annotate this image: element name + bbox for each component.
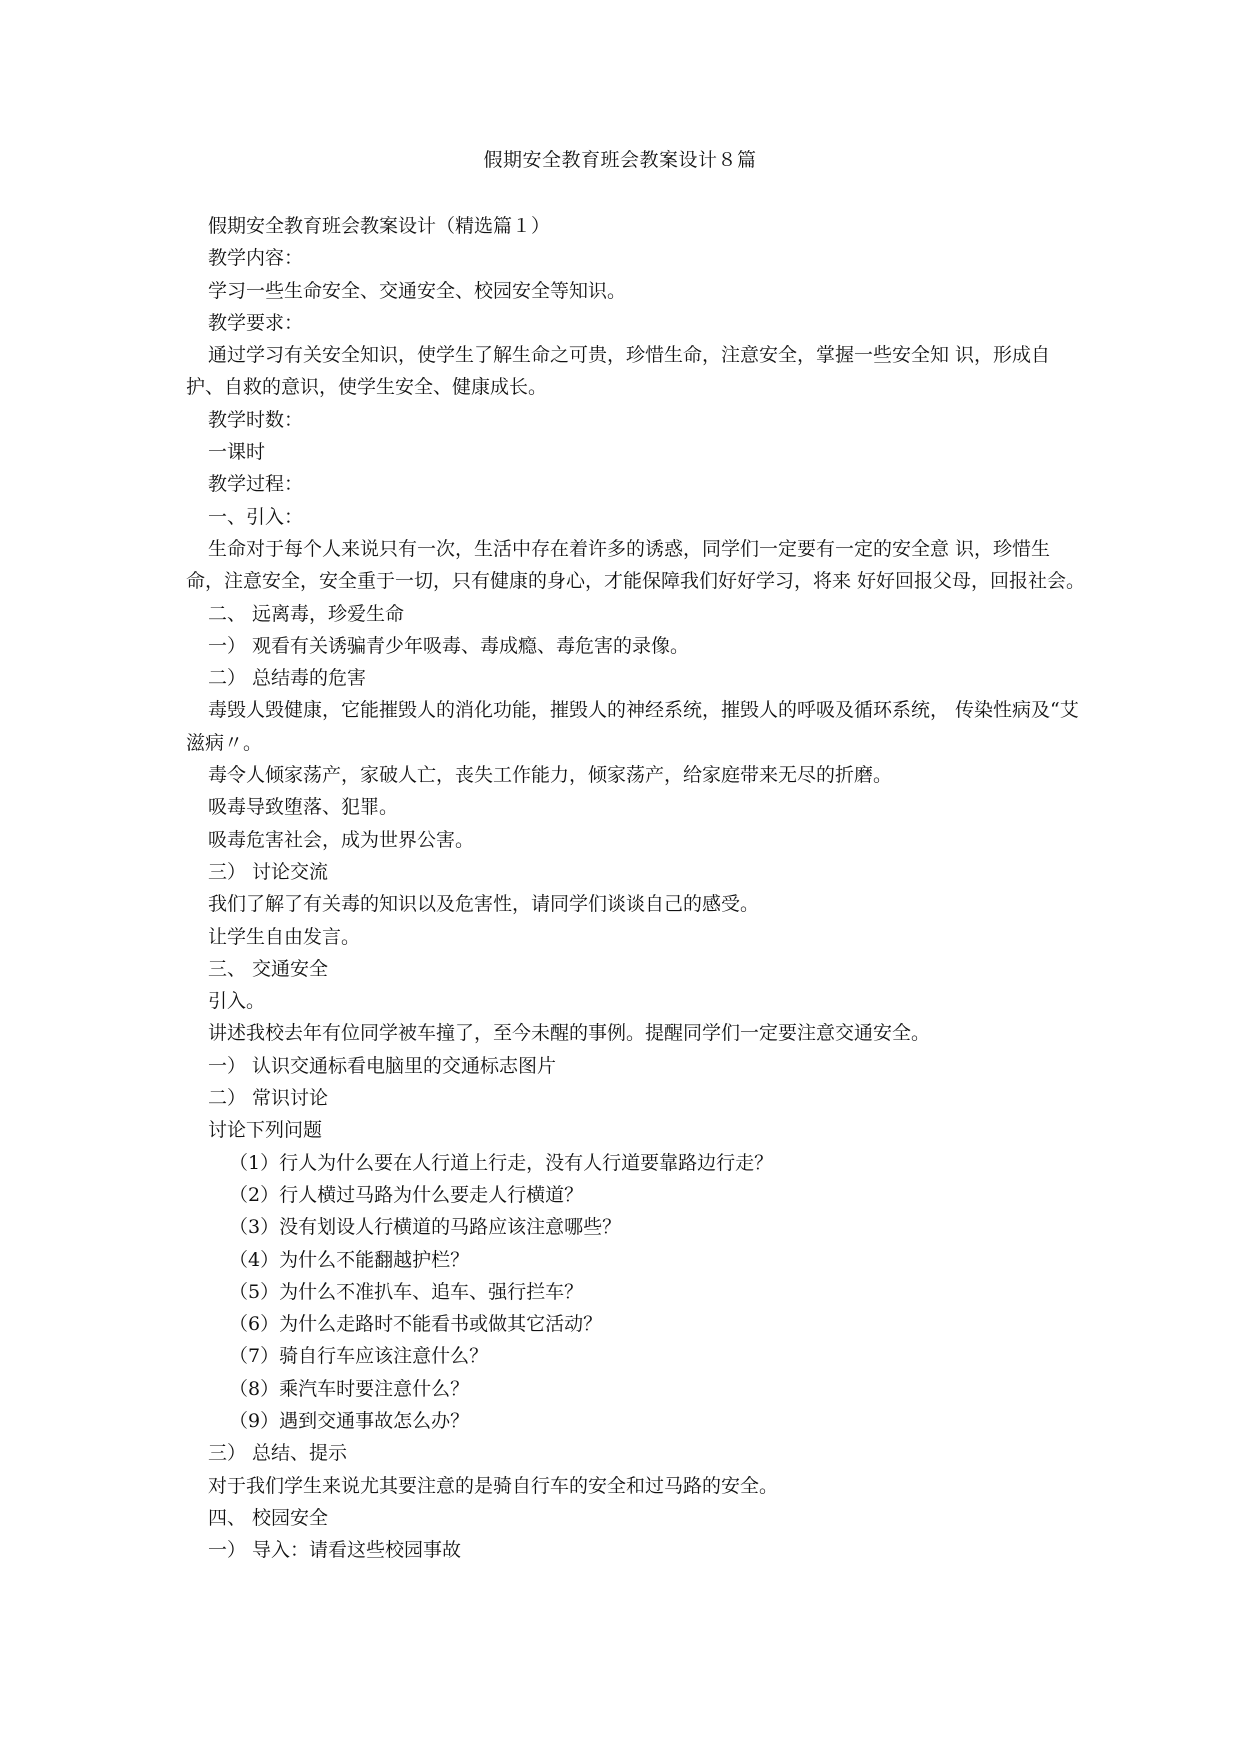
paragraph: 四、 校园安全 <box>208 1506 329 1529</box>
paragraph: 二、 远离毒，珍爱生命 <box>208 602 405 625</box>
document-title: 假期安全教育班会教案设计８篇 <box>483 149 757 171</box>
paragraph: 教学要求： <box>208 311 304 334</box>
paragraph: 三） 总结、提示 <box>208 1442 348 1465</box>
question-item: （6）为什么走路时不能看书或做其它活动？ <box>229 1313 603 1336</box>
paragraph: 讲述我校去年有位同学被车撞了，至今未醒的事例。提醒同学们一定要注意交通安全。 <box>208 1022 931 1045</box>
section-heading: 假期安全教育班会教案设计（精选篇１） <box>208 215 551 237</box>
paragraph: 引入。 <box>208 990 266 1013</box>
question-item: （5）为什么不准扒车、追车、强行拦车？ <box>229 1280 584 1303</box>
paragraph: 让学生自由发言。 <box>208 925 361 948</box>
paragraph: 讨论下列问题 <box>208 1119 323 1142</box>
paragraph: 毒令人倾家荡产，家破人亡，丧失工作能力，倾家荡产，给家庭带来无尽的折磨。 <box>208 764 893 787</box>
paragraph: 一） 导入：请看这些校园事故 <box>208 1539 462 1562</box>
paragraph: 吸毒危害社会，成为世界公害。 <box>208 828 475 851</box>
paragraph: 二） 总结毒的危害 <box>208 667 367 690</box>
paragraph: 一、引入： <box>208 505 304 528</box>
question-item: （7）骑自行车应该注意什么？ <box>229 1345 489 1368</box>
paragraph: 我们了解了有关毒的知识以及危害性，请同学们谈谈自己的感受。 <box>208 893 760 916</box>
question-item: （4）为什么不能翻越护栏？ <box>229 1248 470 1271</box>
paragraph: 通过学习有关安全知识，使学生了解生命之可贵，珍惜生命，注意安全，掌握一些安全知 识，形成自护、自救的意识，使学生安全、健康成长。 <box>186 344 1051 399</box>
paragraph: 生命对于每个人来说只有一次，生活中存在着许多的诱惑，同学们一定要有一定的安全意 识，珍惜生命，注意安全，安全重于一切，只有健康的身心，才能保障我们好好学习，将来 好好回报父母，回报社会。 <box>186 537 1086 593</box>
paragraph: 二） 常识讨论 <box>208 1087 329 1110</box>
paragraph: 教学时数： <box>208 408 304 431</box>
question-item: （8）乘汽车时要注意什么？ <box>229 1377 470 1400</box>
paragraph: 对于我们学生来说尤其要注意的是骑自行车的安全和过马路的安全。 <box>208 1474 779 1497</box>
paragraph: 一） 认识交通标看电脑里的交通标志图片 <box>208 1054 557 1077</box>
paragraph: 学习一些生命安全、交通安全、校园安全等知识。 <box>208 279 627 302</box>
paragraph: 教学过程： <box>208 473 304 496</box>
question-item: （3）没有划设人行横道的马路应该注意哪些？ <box>229 1216 622 1239</box>
paragraph: 吸毒导致堕落、犯罪。 <box>208 796 399 819</box>
question-item: （9）遇到交通事故怎么办？ <box>229 1409 470 1432</box>
paragraph: 教学内容： <box>208 247 304 270</box>
paragraph: 一） 观看有关诱骗青少年吸毒、毒成瘾、毒危害的录像。 <box>208 634 690 657</box>
paragraph: 一课时 <box>208 441 266 464</box>
question-item: （2）行人横过马路为什么要走人行横道？ <box>229 1183 584 1206</box>
question-item: （1）行人为什么要在人行道上行走，没有人行道要靠路边行走？ <box>229 1151 774 1174</box>
document-body <box>186 210 1086 1566</box>
paragraph: 三） 讨论交流 <box>208 860 329 883</box>
paragraph: 毒毁人毁健康，它能摧毁人的消化功能，摧毁人的神经系统，摧毁人的呼吸及循环系统， 传染性病及“艾滋病〃。 <box>186 699 1079 754</box>
paragraph: 三、 交通安全 <box>208 957 329 980</box>
